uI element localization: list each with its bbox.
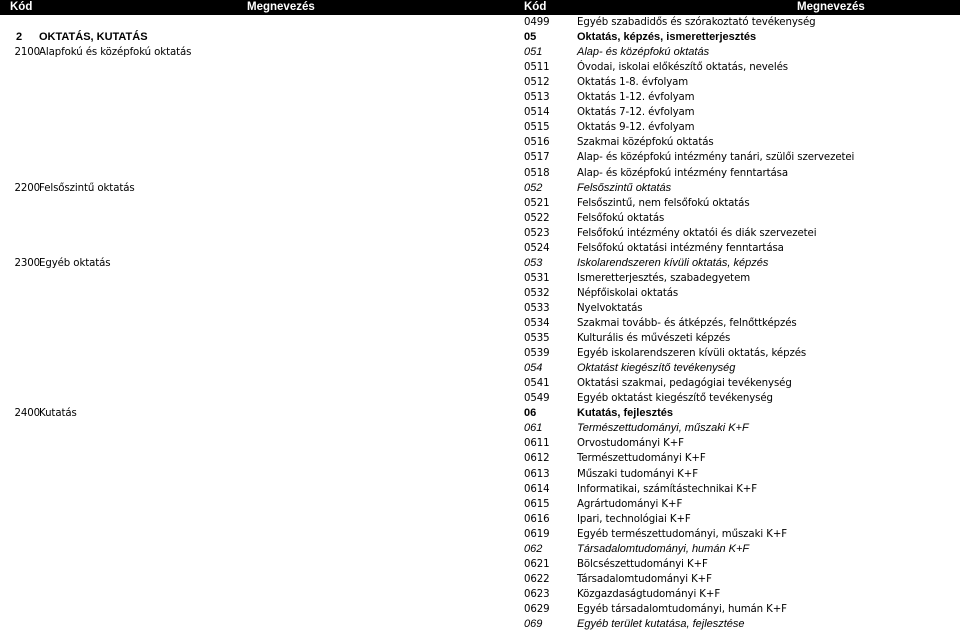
right-name: Társadalomtudományi, humán K+F	[577, 542, 750, 555]
left-code	[16, 436, 30, 451]
table-row	[0, 241, 960, 256]
left-code	[16, 451, 30, 466]
left-code: 2	[16, 31, 23, 44]
right-name: Közgazdaságtudományi K+F	[577, 588, 721, 600]
table-row	[0, 467, 960, 482]
right-code: 0523	[524, 227, 550, 239]
right-code: 0623	[524, 588, 550, 600]
right-code: 051	[524, 46, 543, 59]
table-row	[0, 286, 960, 301]
table-row	[0, 557, 960, 572]
header-name-left: Megnevezés	[247, 1, 315, 13]
table-row	[0, 587, 960, 602]
right-name: Felsőfokú intézmény oktatói és diák szervezetei	[577, 227, 817, 239]
right-code: 0541	[524, 378, 550, 390]
right-name: Felsőszintű, nem felsőfokú oktatás	[577, 197, 750, 209]
table-row	[0, 30, 960, 45]
right-name: Bölcsészettudományi K+F	[577, 558, 708, 570]
left-name: Egyéb oktatás	[39, 257, 111, 269]
right-name: Ismeretterjesztés, szabadegyetem	[577, 272, 751, 284]
table-row	[0, 105, 960, 120]
right-name: Alap- és középfokú intézmény fenntartása	[577, 167, 788, 179]
right-name: Felsőfokú oktatási intézmény fenntartása	[577, 242, 784, 254]
table-row	[0, 451, 960, 466]
right-name: Egyéb iskolarendszeren kívüli oktatás, képzés	[577, 348, 807, 360]
table-row	[0, 527, 960, 542]
right-name: Alap- és középfokú intézmény tanári, szülői szervezetei	[577, 152, 855, 164]
right-code: 0535	[524, 333, 550, 345]
right-name: Oktatás 9-12. évfolyam	[577, 122, 695, 134]
right-code: 0614	[524, 483, 550, 495]
left-code	[16, 572, 30, 587]
right-name: Ipari, technológiai K+F	[577, 513, 691, 525]
left-name: OKTATÁS, KUTATÁS	[39, 31, 148, 44]
table-row	[0, 45, 960, 60]
header-code-right: Kód	[524, 1, 547, 13]
left-code	[16, 271, 30, 286]
table-row	[0, 256, 960, 271]
left-code	[16, 467, 30, 482]
right-name: Egyéb szabadidős és szórakoztató tevékenység	[577, 17, 816, 28]
left-code	[16, 482, 30, 497]
table-row	[0, 376, 960, 391]
table-row	[0, 512, 960, 527]
right-name: Egyéb terület kutatása, fejlesztése	[577, 618, 745, 630]
right-name: Oktatás, képzés, ismeretterjesztés	[577, 31, 757, 44]
table-row	[0, 90, 960, 105]
table-row	[0, 166, 960, 181]
right-code: 0515	[524, 122, 550, 134]
table-row	[0, 497, 960, 512]
left-name: Alapfokú és középfokú oktatás	[39, 47, 192, 59]
right-name: Egyéb oktatást kiegészítő tevékenység	[577, 393, 773, 405]
right-name: Műszaki tudományi K+F	[577, 468, 698, 480]
right-code: 0524	[524, 242, 550, 254]
right-name: Agrártudományi K+F	[577, 498, 683, 510]
left-code	[16, 196, 30, 211]
right-code: 0533	[524, 302, 550, 314]
right-code: 0629	[524, 603, 550, 615]
right-name: Szakmai középfokú oktatás	[577, 137, 714, 149]
left-code	[16, 105, 30, 120]
table-row	[0, 361, 960, 376]
right-code: 0611	[524, 438, 550, 450]
right-code: 0513	[524, 92, 550, 104]
table-row	[0, 60, 960, 75]
header-name-right: Megnevezés	[797, 1, 865, 13]
right-name: Természettudományi K+F	[577, 453, 706, 465]
right-name: Iskolarendszeren kívüli oktatás, képzés	[577, 256, 769, 269]
right-code: 0531	[524, 272, 550, 284]
left-code	[16, 150, 30, 165]
table-row	[0, 211, 960, 226]
right-name: Népfőiskolai oktatás	[577, 287, 679, 299]
right-code: 0613	[524, 468, 550, 480]
right-code: 0621	[524, 558, 550, 570]
table-row	[0, 181, 960, 196]
table-row	[0, 120, 960, 135]
right-code: 0619	[524, 528, 550, 540]
right-name: Kulturális és művészeti képzés	[577, 333, 731, 345]
right-name: Alap- és középfokú oktatás	[577, 46, 710, 59]
right-code: 052	[524, 181, 543, 194]
left-code: 2300	[14, 257, 40, 269]
right-name: Oktatás 7-12. évfolyam	[577, 107, 695, 119]
left-code	[16, 391, 30, 406]
right-name: Oktatás 1-8. évfolyam	[577, 77, 689, 89]
left-code	[16, 75, 30, 90]
right-name: Informatikai, számítástechnikai K+F	[577, 483, 757, 495]
right-code: 0534	[524, 318, 550, 329]
table-row	[0, 316, 960, 331]
left-code	[16, 512, 30, 527]
table-row	[0, 406, 960, 421]
left-code	[16, 376, 30, 391]
right-code: 0514	[524, 107, 550, 119]
left-code: 2100	[14, 47, 40, 59]
right-code: 0511	[524, 62, 550, 74]
left-code: 2400	[14, 408, 40, 420]
left-name: Felsőszintű oktatás	[39, 182, 135, 194]
left-code	[16, 60, 30, 75]
right-code: 062	[524, 542, 543, 555]
left-code: 2200	[14, 182, 40, 194]
left-code	[16, 331, 30, 346]
right-code: 0612	[524, 453, 550, 465]
table-row	[0, 542, 960, 557]
right-name: Oktatást kiegészítő tevékenység	[577, 362, 736, 375]
right-code: 0622	[524, 573, 550, 585]
right-code: 0516	[524, 137, 550, 149]
left-code	[16, 497, 30, 512]
left-code	[16, 90, 30, 105]
right-name: Felsőszintű oktatás	[577, 181, 672, 194]
right-code: 0616	[524, 513, 550, 525]
right-code: 053	[524, 256, 543, 269]
right-name: Oktatási szakmai, pedagógiai tevékenység	[577, 378, 792, 390]
right-name: Nyelvoktatás	[577, 302, 643, 314]
left-code	[16, 241, 30, 256]
header-code-left: Kód	[10, 1, 33, 13]
table-row	[0, 15, 960, 30]
right-code: 0517	[524, 152, 550, 164]
table-row	[0, 617, 960, 632]
right-name: Egyéb természettudományi, műszaki K+F	[577, 528, 788, 540]
left-code	[16, 135, 30, 150]
right-code: 0532	[524, 287, 550, 299]
right-name: Egyéb társadalomtudományi, humán K+F	[577, 603, 787, 615]
right-name: Társadalomtudományi K+F	[577, 573, 712, 585]
left-code	[16, 301, 30, 316]
right-name: Természettudományi, műszaki K+F	[577, 422, 749, 435]
left-code	[16, 421, 30, 436]
right-code: 0615	[524, 498, 550, 510]
left-code	[16, 211, 30, 226]
left-name: Kutatás	[39, 408, 77, 420]
right-name: Óvodai, iskolai előkészítő oktatás, nevelés	[577, 62, 788, 74]
table-row	[0, 271, 960, 286]
left-code	[16, 346, 30, 361]
right-code: 069	[524, 618, 543, 630]
right-code: 0512	[524, 77, 550, 89]
right-code: 05	[524, 31, 537, 44]
left-code	[16, 557, 30, 572]
table-row	[0, 150, 960, 165]
left-code	[16, 602, 30, 617]
table-row	[0, 196, 960, 211]
right-code: 0499	[524, 17, 550, 28]
table-row	[0, 331, 960, 346]
table-row	[0, 346, 960, 361]
right-name: Kutatás, fejlesztés	[577, 407, 673, 420]
right-code: 0539	[524, 348, 550, 360]
right-code: 061	[524, 422, 543, 435]
table-header	[0, 0, 960, 15]
right-name: Szakmai tovább- és átképzés, felnőttképzés	[577, 318, 797, 329]
left-code	[16, 120, 30, 135]
right-code: 06	[524, 407, 537, 420]
left-code	[16, 316, 30, 331]
right-name: Orvostudományi K+F	[577, 438, 684, 450]
right-code: 0518	[524, 167, 550, 179]
table-row	[0, 135, 960, 150]
table-row	[0, 602, 960, 617]
table-row	[0, 226, 960, 241]
table-row	[0, 301, 960, 316]
right-name: Felsőfokú oktatás	[577, 212, 665, 224]
left-code	[16, 226, 30, 241]
left-code	[16, 542, 30, 557]
table-row	[0, 572, 960, 587]
right-code: 0549	[524, 393, 550, 405]
left-code	[16, 617, 30, 632]
left-code	[16, 15, 30, 30]
left-code	[16, 166, 30, 181]
left-code	[16, 286, 30, 301]
left-code	[16, 527, 30, 542]
left-code	[16, 587, 30, 602]
table-row	[0, 421, 960, 436]
table-row	[0, 482, 960, 497]
right-code: 054	[524, 362, 543, 375]
right-name: Oktatás 1-12. évfolyam	[577, 92, 695, 104]
table-row	[0, 391, 960, 406]
right-code: 0522	[524, 212, 550, 224]
table-row	[0, 75, 960, 90]
table-row	[0, 436, 960, 451]
right-code: 0521	[524, 197, 550, 209]
left-code	[16, 361, 30, 376]
